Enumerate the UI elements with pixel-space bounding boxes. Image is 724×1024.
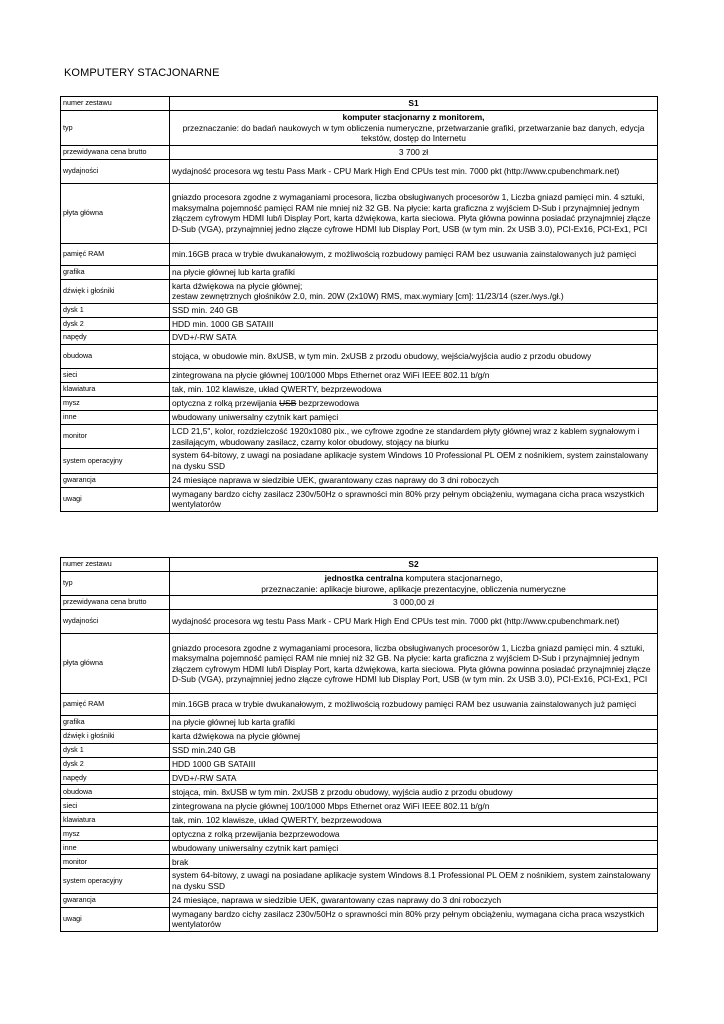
row-value — [170, 397, 658, 411]
row-label: pamięć RAM — [61, 243, 170, 265]
value-line: zintegrowana na płycie głównej 100/1000 Mbps Ethernet oraz WiFi IEEE 802.11 b/g/n — [172, 800, 490, 811]
row-value — [170, 111, 658, 146]
value-line: przeznaczanie: do badań naukowych w tym obliczenia numeryczne, przetwarzanie grafiki, przetwarzanie baz danych, edycja tekstów, dostęp do Internetu — [182, 122, 645, 144]
row-label: mysz — [61, 397, 170, 411]
table-row-uwagi — [61, 487, 658, 511]
page-title: KOMPUTERY STACJONARNE — [64, 67, 220, 79]
table-row-wydajnosci — [61, 159, 658, 183]
row-value — [170, 97, 658, 111]
row-label: mysz — [61, 827, 170, 841]
value-line: tak, min. 102 klawisze, układ QWERTY, bezprzewodowa — [172, 384, 382, 395]
row-label: typ — [61, 572, 170, 596]
value-line: optyczna z rolką przewijania bezprzewodowa — [172, 828, 340, 839]
row-value — [170, 596, 658, 610]
table-row-numer-zestawu — [61, 97, 658, 111]
row-label: grafika — [61, 265, 170, 279]
table-row-obudowa — [61, 785, 658, 799]
table-row-pamiec-ram — [61, 243, 658, 265]
value-text: bezprzewodowa — [296, 398, 360, 409]
row-value — [170, 331, 658, 345]
table-row-gwarancja — [61, 893, 658, 907]
value-strikethrough: USB — [279, 398, 297, 409]
row-label: inne — [61, 841, 170, 855]
row-label: płyta główna — [61, 183, 170, 243]
table-row-dzwiek-i-glosniki — [61, 730, 658, 744]
row-label: klawiatura — [61, 383, 170, 397]
row-label: monitor — [61, 425, 170, 449]
value-line: min.16GB praca w trybie dwukanałowym, z możliwością rozbudowy pamięci RAM bez usuwania zainstalowanych już pamięci — [172, 248, 637, 259]
value-line: karta dźwiękowa na płycie głównej; — [172, 280, 303, 291]
table-row-monitor — [61, 425, 658, 449]
row-value — [170, 425, 658, 449]
table-row-klawiatura — [61, 383, 658, 397]
table-row-dysk-2 — [61, 317, 658, 331]
row-value — [170, 243, 658, 265]
value-line: S1 — [408, 98, 419, 109]
table-row-sieci — [61, 799, 658, 813]
table-row-inne — [61, 841, 658, 855]
row-value — [170, 317, 658, 331]
table-row-inne — [61, 411, 658, 425]
table-row-wydajnosci — [61, 610, 658, 634]
table-row-dzwiek-i-glosniki — [61, 279, 658, 303]
row-label: wydajności — [61, 159, 170, 183]
row-value — [170, 383, 658, 397]
row-value — [170, 730, 658, 744]
value-line: wydajność procesora wg testu Pass Mark - CPU Mark High End CPUs test min. 7000 pkt (http://www.cpubenchmark.net) — [172, 165, 620, 176]
value-line: wbudowany uniwersalny czytnik kart pamięci — [172, 842, 339, 853]
table-row-przewidywana-cena-brutto — [61, 596, 658, 610]
value-line: stojąca, min. 8xUSB w tym min. 2xUSB z przodu obudowy, wyjścia audio z przodu obudowy — [172, 786, 513, 797]
value-line: na płycie głównej lub karta grafiki — [172, 266, 295, 277]
value-line: system 64-bitowy, z uwagi na posiadane aplikacje system Windows 10 Professional PL OEM z nośnikiem, system zainstalowany na dysku SSD — [172, 450, 649, 471]
row-value — [170, 799, 658, 813]
value-line: wymagany bardzo cichy zasilacz 230v/50Hz o sprawności min 80% przy pełnym obciążeniu, wymagana cicha praca wszystkich wentylatorów — [172, 908, 645, 930]
table-row-grafika — [61, 716, 658, 730]
row-value — [170, 716, 658, 730]
value-line: DVD+/-RW SATA — [172, 332, 237, 343]
row-label: typ — [61, 111, 170, 146]
row-label: dysk 1 — [61, 303, 170, 317]
row-value — [170, 303, 658, 317]
value-line: 24 miesiące naprawa w siedzibie UEK, gwarantowany czas naprawy do 3 dni roboczych — [172, 474, 499, 485]
row-label: obudowa — [61, 345, 170, 369]
spec-table-s2 — [60, 557, 658, 932]
row-value — [170, 869, 658, 893]
row-label: pamięć RAM — [61, 694, 170, 716]
value-line: brak — [172, 856, 189, 867]
row-value — [170, 449, 658, 473]
row-value — [170, 487, 658, 511]
value-line: HDD min. 1000 GB SATAIII — [172, 318, 274, 329]
value-text: optyczna z rolką przewijania — [172, 398, 280, 409]
value-line: karta dźwiękowa na płycie głównej — [172, 731, 301, 742]
table-row-system-operacyjny — [61, 869, 658, 893]
row-value — [170, 159, 658, 183]
row-label: napędy — [61, 771, 170, 785]
row-value — [170, 145, 658, 159]
row-label: sieci — [61, 369, 170, 383]
value-line: DVD+/-RW SATA — [172, 772, 237, 783]
table-row-napedy — [61, 331, 658, 345]
row-value — [170, 771, 658, 785]
value-line: wbudowany uniwersalny czytnik kart pamięci — [172, 412, 339, 423]
row-value — [170, 610, 658, 634]
row-value — [170, 473, 658, 487]
table-row-monitor — [61, 855, 658, 869]
table-row-plyta-glowna — [61, 183, 658, 243]
value-line: gniazdo procesora zgodne z wymaganiami procesora, liczba obsługiwanych procesorów 1, Liczba gniazd pamięci min. 4 sztuki, maksymalna pojemność pamięci RAM nie mniej niż 32 GB. Na płycie: karta graficzna z wyjściem D-Sub i przynajmniej jednym złączem cyfrowym HDMI lub/i Display Port, karta dźwiękowa, karta sieciowa. Płyta główna powinna posiadać przynajmniej złącze D-Sub (VGA), przynajmniej jedno złącze cyfrowe HDMI lub Display Port, USB (w tym min. 2x USB 3.0), PCI-Ex16, PCI-Ex1, PCI — [172, 642, 651, 685]
row-label: klawiatura — [61, 813, 170, 827]
table-row-numer-zestawu — [61, 558, 658, 572]
value-line: SSD min.240 GB — [172, 745, 236, 756]
table-row-typ — [61, 111, 658, 146]
row-label: monitor — [61, 855, 170, 869]
row-label: dysk 1 — [61, 744, 170, 758]
row-value — [170, 893, 658, 907]
table-row-dysk-1 — [61, 744, 658, 758]
row-value — [170, 265, 658, 279]
value-line: zestaw zewnętrznych głośników 2.0, min. 20W (2x10W) RMS, max.wymiary [cm]: 11/23/14 (szer./wys./gł.) — [172, 291, 564, 302]
value-line: 3 700 zł — [398, 146, 429, 157]
value-line: S2 — [408, 559, 419, 570]
row-label: gwarancja — [61, 473, 170, 487]
row-value — [170, 183, 658, 243]
value-line: przeznaczanie: aplikacje biurowe, aplikacje prezentacyjne, obliczenia numeryczne — [261, 583, 566, 594]
row-value — [170, 813, 658, 827]
row-label: uwagi — [61, 487, 170, 511]
value-bold-lead: jednostka centralna — [324, 573, 404, 583]
row-value — [170, 744, 658, 758]
table-row-klawiatura — [61, 813, 658, 827]
value-line: wydajność procesora wg testu Pass Mark - CPU Mark High End CPUs test min. 7000 pkt (http://www.cpubenchmark.net) — [172, 616, 620, 627]
row-label: obudowa — [61, 785, 170, 799]
row-value — [170, 757, 658, 771]
row-value — [170, 634, 658, 694]
row-label: system operacyjny — [61, 869, 170, 893]
value-line: SSD min. 240 GB — [172, 304, 239, 315]
value-line: komputer stacjonarny z monitorem, — [342, 112, 485, 122]
table-row-pamiec-ram — [61, 694, 658, 716]
row-label: dysk 2 — [61, 317, 170, 331]
value-line: min.16GB praca w trybie dwukanałowym, z możliwością rozbudowy pamięci RAM bez usuwania zainstalowanych już pamięci — [172, 699, 637, 710]
table-row-grafika — [61, 265, 658, 279]
row-value — [170, 907, 658, 931]
row-label: inne — [61, 411, 170, 425]
value-line: system 64-bitowy, z uwagi na posiadane aplikacje system Windows 8.1 Professional PL OEM z nośnikiem, system zainstalowany na dysku SSD — [172, 870, 651, 891]
row-label: numer zestawu — [61, 97, 170, 111]
row-label: przewidywana cena brutto — [61, 145, 170, 159]
table-row-mysz — [61, 827, 658, 841]
row-value — [170, 827, 658, 841]
value-line: wymagany bardzo cichy zasilacz 230v/50Hz o sprawności min 80% przy pełnym obciążeniu, wymagana cicha praca wszystkich wentylatorów — [172, 488, 645, 510]
value-line: HDD 1000 GB SATAIII — [172, 758, 256, 769]
row-label: wydajności — [61, 610, 170, 634]
value-line — [172, 573, 655, 584]
table-row-sieci — [61, 369, 658, 383]
row-value — [170, 855, 658, 869]
row-label: napędy — [61, 331, 170, 345]
value-line: 3 000,00 zł — [393, 597, 434, 608]
row-label: dysk 2 — [61, 757, 170, 771]
row-value — [170, 841, 658, 855]
row-value — [170, 411, 658, 425]
table-row-przewidywana-cena-brutto — [61, 145, 658, 159]
row-label: gwarancja — [61, 893, 170, 907]
row-label: płyta główna — [61, 634, 170, 694]
row-value — [170, 558, 658, 572]
row-value — [170, 345, 658, 369]
table-row-napedy — [61, 771, 658, 785]
row-label: dźwięk i głośniki — [61, 279, 170, 303]
spec-table-s1 — [60, 96, 658, 512]
row-label: przewidywana cena brutto — [61, 596, 170, 610]
row-value — [170, 369, 658, 383]
value-line: gniazdo procesora zgodne z wymaganiami procesora, liczba obsługiwanych procesorów 1, Liczba gniazd pamięci min. 4 sztuki, maksymalna pojemność pamięci RAM nie mniej niż 32 GB. Na płycie: karta graficzna z wyjściem D-Sub i przynajmniej jednym złączem cyfrowym HDMI lub/i Display Port, karta dźwiękowa, karta sieciowa. Płyta główna powinna posiadać przynajmniej złącze D-Sub (VGA), przynajmniej jedno złącze cyfrowe HDMI lub Display Port, USB (w tym min. 2x USB 3.0), PCI-Ex16, PCI-Ex1, PCI — [172, 192, 651, 234]
table-row-plyta-glowna — [61, 634, 658, 694]
row-value — [170, 694, 658, 716]
row-label: numer zestawu — [61, 558, 170, 572]
table-row-system-operacyjny — [61, 449, 658, 473]
value-line: tak, min. 102 klawisze, układ QWERTY, bezprzewodowa — [172, 814, 382, 825]
value-line: na płycie głównej lub karta grafiki — [172, 717, 295, 728]
value-line: 24 miesiące, naprawa w siedzibie UEK, gwarantowany czas naprawy do 3 dni roboczych — [172, 894, 502, 905]
row-label: grafika — [61, 716, 170, 730]
row-value — [170, 572, 658, 596]
table-row-uwagi — [61, 907, 658, 931]
table-row-obudowa — [61, 345, 658, 369]
table-row-dysk-1 — [61, 303, 658, 317]
row-value — [170, 279, 658, 303]
value-line: zintegrowana na płycie głównej 100/1000 Mbps Ethernet oraz WiFi IEEE 802.11 b/g/n — [172, 370, 490, 381]
row-label: dźwięk i głośniki — [61, 730, 170, 744]
value-text: komputera stacjonarnego, — [403, 573, 503, 583]
value-line: LCD 21,5", kolor, rozdzielczość 1920x1080 pix., we cyfrowe zgodne ze standardem płyty głównej wraz z kablem sygnałowym i zasilającym, wbudowany zasilacz, czarny kolor obudowy, stojący na biurku — [172, 426, 640, 447]
row-value — [170, 785, 658, 799]
table-row-gwarancja — [61, 473, 658, 487]
table-row-typ — [61, 572, 658, 596]
row-label: sieci — [61, 799, 170, 813]
value-line: stojąca, w obudowie min. 8xUSB, w tym min. 2xUSB z przodu obudowy, wejścia/wyjścia audio z przodu obudowy — [172, 351, 592, 362]
table-row-dysk-2 — [61, 757, 658, 771]
row-label: system operacyjny — [61, 449, 170, 473]
table-row-mysz — [61, 397, 658, 411]
row-label: uwagi — [61, 907, 170, 931]
